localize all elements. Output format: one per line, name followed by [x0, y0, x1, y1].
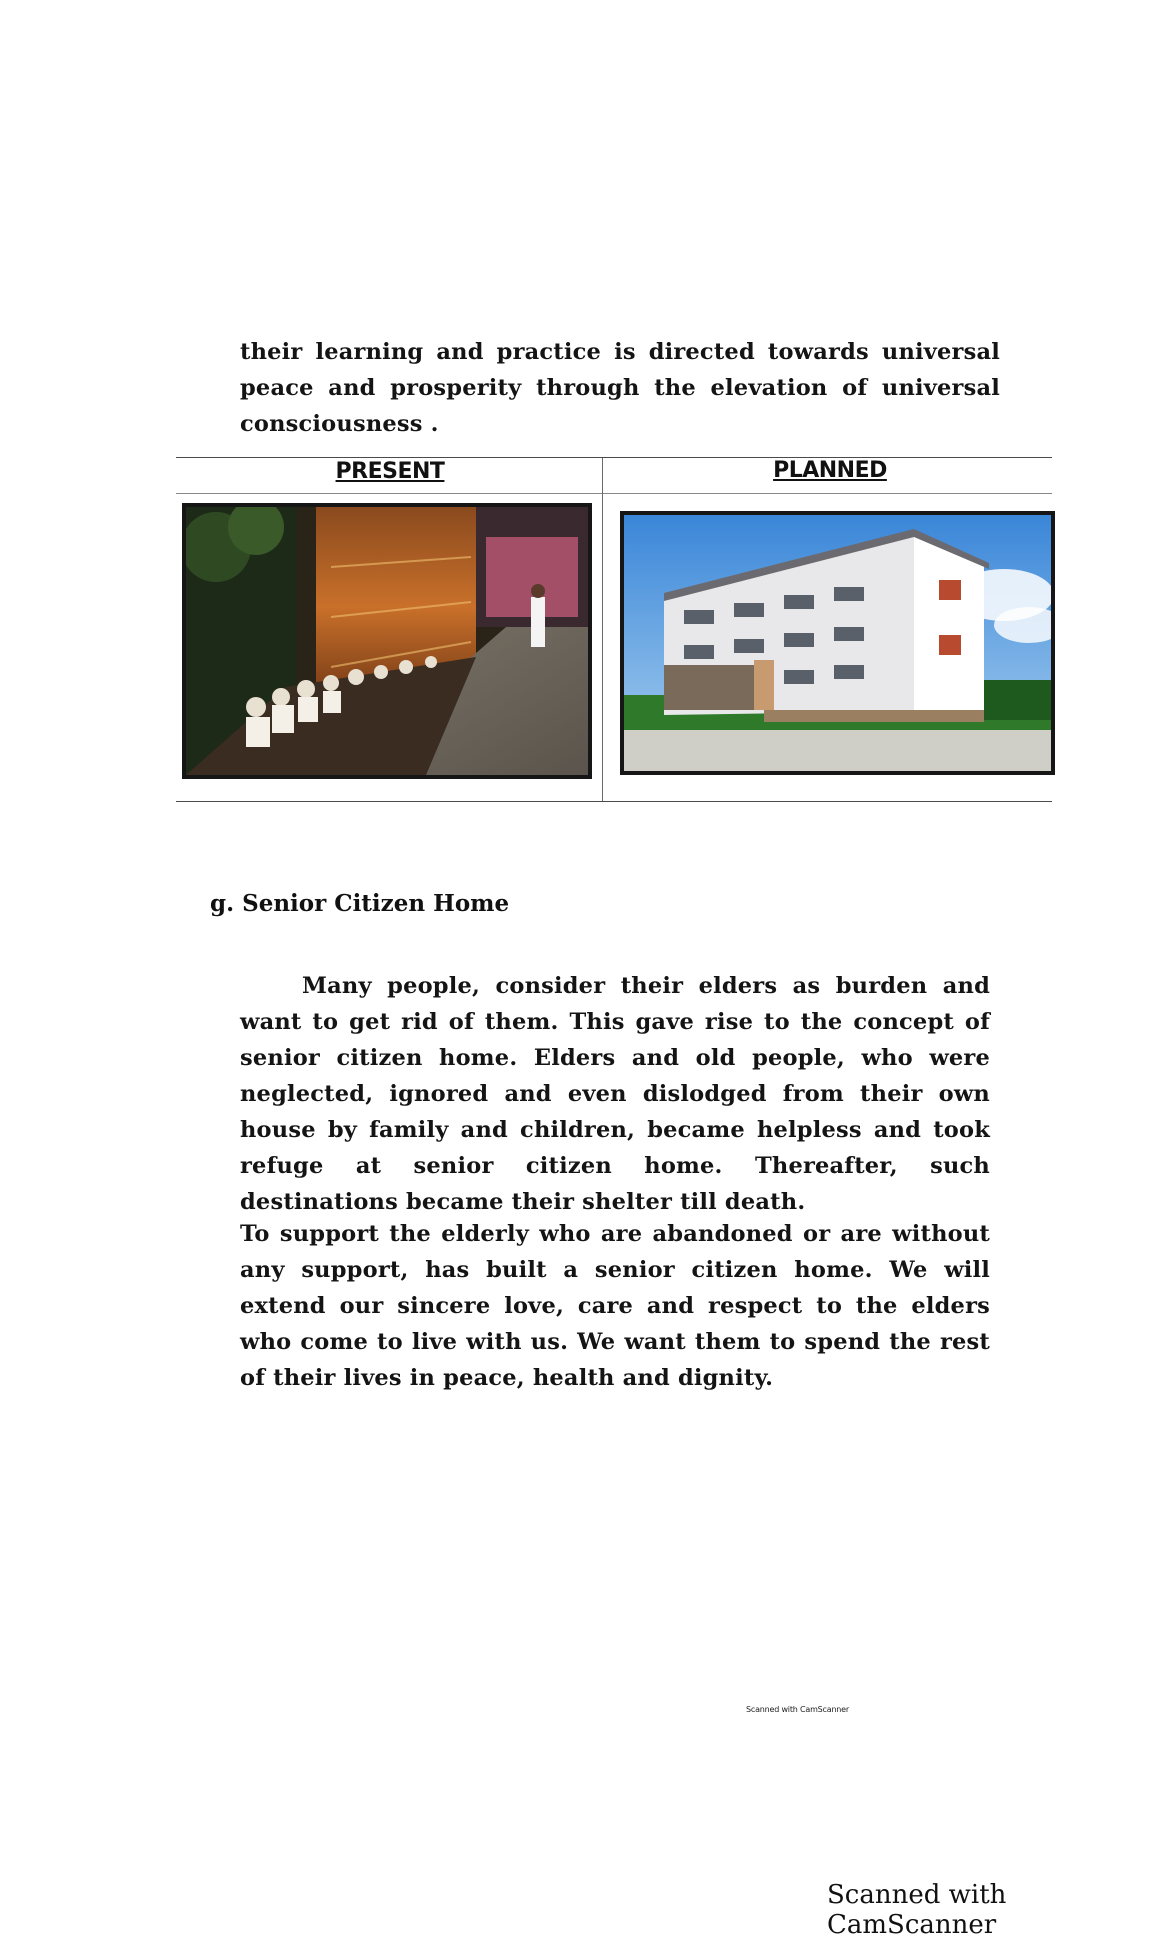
table-top-rule	[176, 457, 1052, 458]
table-column-divider	[602, 458, 603, 801]
present-photo-image	[186, 507, 588, 775]
scanner-watermark-small: Scanned with CamScanner	[746, 1705, 849, 1714]
scanner-watermark-footer: Scanned with CamScanner	[827, 1880, 1007, 1940]
section-heading: g. Senior Citizen Home	[210, 890, 510, 917]
planned-column-heading: PLANNED	[773, 458, 887, 483]
present-column-heading: PRESENT	[335, 459, 445, 484]
planned-photo-image	[624, 515, 1051, 771]
table-header-rule	[176, 493, 1052, 494]
table-bottom-rule	[176, 801, 1052, 802]
senior-home-paragraph-2: To support the elderly who are abandoned or are without any support, has built a senior citizen home. We will extend our sincere love, care and respect to the elders who come to live with us. We want them to spend the rest of their lives in peace, health and dignity.	[240, 1221, 990, 1391]
present-photo	[182, 503, 592, 779]
intro-paragraph: their learning and practice is directed towards universal peace and prosperity through the elevation of universal consciousness .	[240, 339, 1000, 437]
planned-photo	[620, 511, 1055, 775]
senior-home-paragraph-1: Many people, consider their elders as burden and want to get rid of them. This gave rise to the concept of senior citizen home. Elders and old people, who were neglected, ignored and even dislodged from their own house by family and children, became helpless and took refuge at senior citizen home. Thereafter, such destinations became their shelter till death.	[240, 973, 990, 1215]
